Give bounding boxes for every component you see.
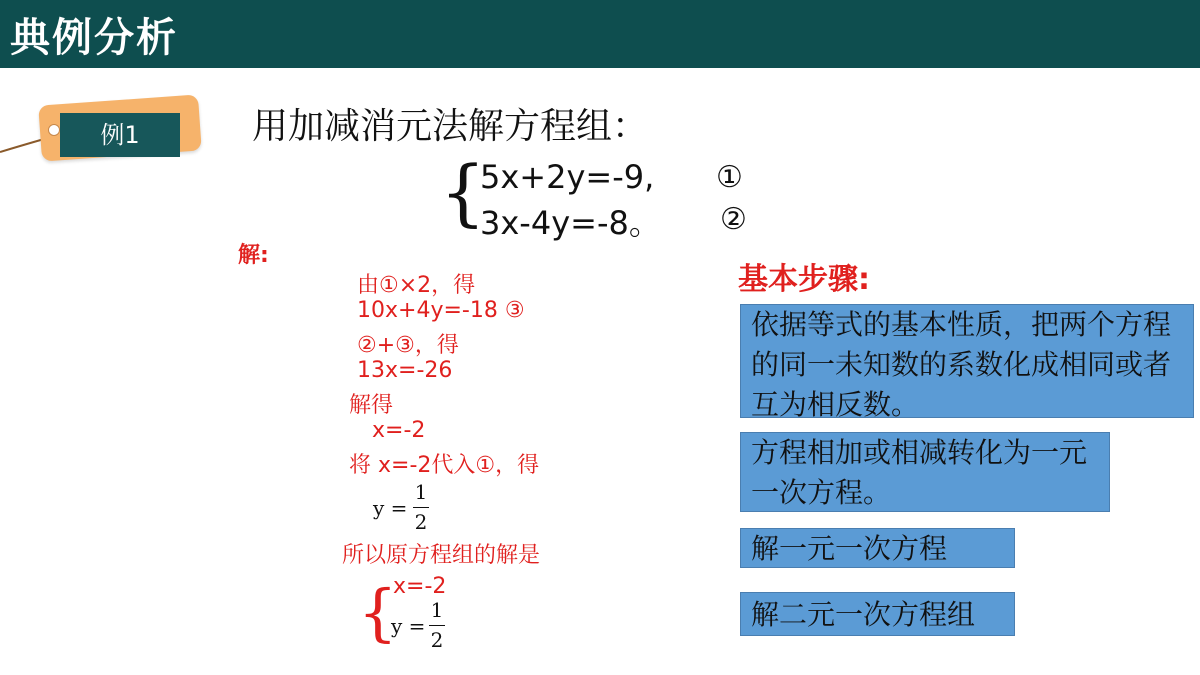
step-box-3: 解一元一次方程	[740, 528, 1015, 568]
fraction-bar	[413, 507, 429, 508]
red-brace-icon: {	[358, 576, 398, 649]
solution-step: x=-2	[372, 418, 426, 443]
solution-step: 13x=-26	[357, 358, 453, 383]
solution-x-value: x=-2	[393, 574, 447, 599]
equation-2-marker: ②	[720, 202, 747, 237]
solution-step: 10x+4y=-18 ③	[357, 298, 525, 323]
y-fraction-2	[391, 598, 461, 658]
basic-steps-heading: 基本步骤:	[738, 262, 870, 297]
header-bar	[0, 0, 1200, 68]
example-tag	[0, 90, 215, 170]
solution-step: 解得	[349, 393, 394, 418]
fraction-lhs: y =	[391, 614, 426, 638]
solution-step: 所以原方程组的解是	[342, 543, 541, 568]
fraction-numerator: 1	[430, 598, 444, 622]
brace-icon: {	[440, 150, 486, 234]
solution-step: 由①×2，得	[357, 273, 476, 298]
fraction-denominator: 2	[414, 510, 428, 534]
y-fraction-1	[373, 480, 443, 540]
fraction-lhs: y =	[373, 496, 408, 520]
page-title: 典例分析	[10, 15, 178, 61]
equation-1-marker: ①	[716, 160, 743, 195]
fraction-bar	[429, 625, 445, 626]
equation-2: 3x-4y=-8。	[480, 204, 661, 242]
step-box-2: 方程相加或相减转化为一元一次方程。	[740, 432, 1110, 512]
solution-step: 将 x=-2代入①，得	[349, 453, 540, 478]
problem-title: 用加减消元法解方程组：	[252, 106, 649, 147]
fraction-numerator: 1	[414, 480, 428, 504]
equation-1: 5x+2y=-9,	[480, 158, 655, 196]
example-label: 例1	[60, 113, 180, 157]
step-box-4: 解二元一次方程组	[740, 592, 1015, 636]
solution-label: 解:	[238, 243, 269, 268]
fraction-denominator: 2	[430, 628, 444, 652]
solution-step: ②+③，得	[357, 333, 459, 358]
tag-hole-icon	[48, 124, 60, 136]
step-box-1: 依据等式的基本性质，把两个方程的同一未知数的系数化成相同或者互为相反数。	[740, 304, 1194, 418]
